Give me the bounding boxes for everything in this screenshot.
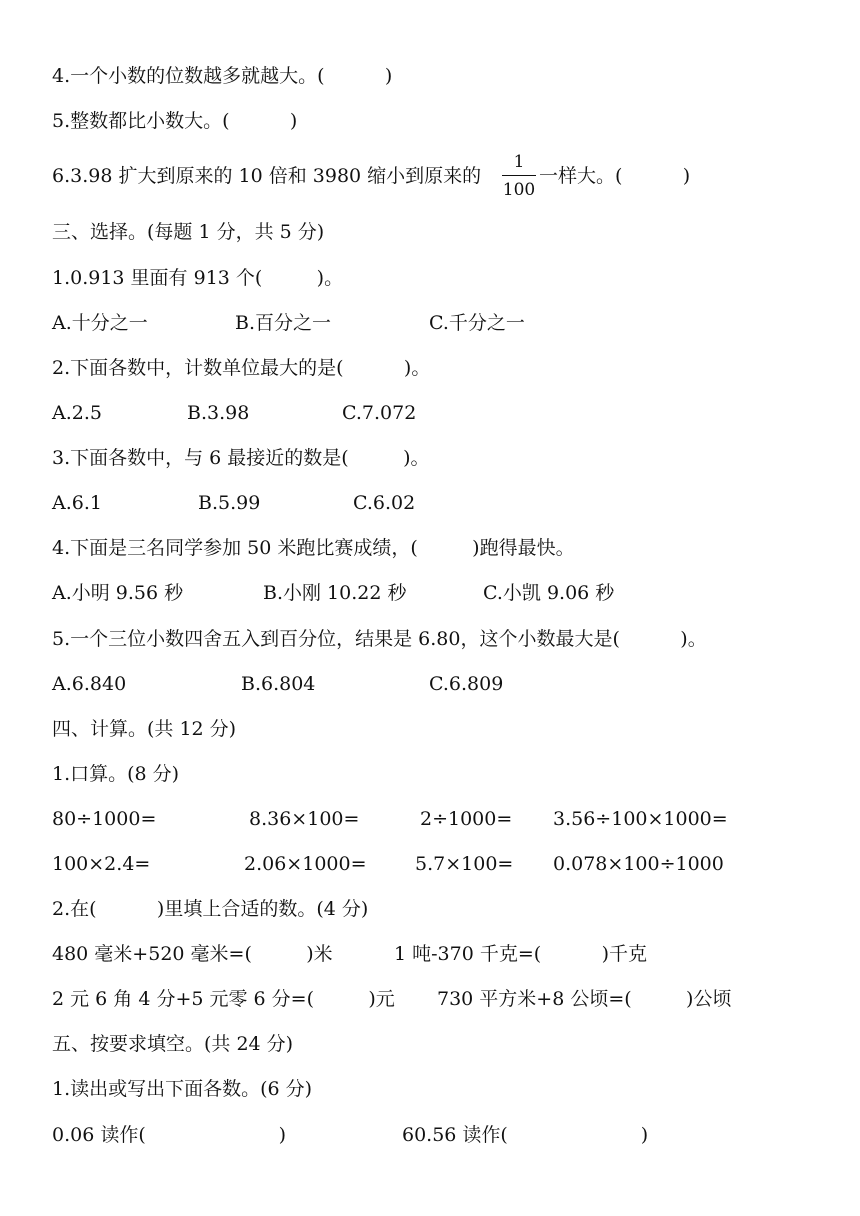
oral-calc-item: 8.36×100= xyxy=(249,808,360,830)
choice-4-option-b: B.小刚 10.22 秒 xyxy=(263,582,407,604)
oral-calc-item: 0.078×100÷1000 xyxy=(553,853,724,875)
choice-5-option-c: C.6.809 xyxy=(429,673,504,695)
choice-2-option-c: C.7.072 xyxy=(342,402,417,424)
oral-calc-item: 5.7×100= xyxy=(415,853,514,875)
judge-question-4: 4.一个小数的位数越多就越大。( ) xyxy=(52,65,393,87)
choice-4-option-a: A.小明 9.56 秒 xyxy=(52,582,184,604)
fraction-denominator: 100 xyxy=(502,180,536,200)
oral-calc-item: 80÷1000= xyxy=(52,808,157,830)
choice-4-option-c: C.小凯 9.06 秒 xyxy=(483,582,615,604)
oral-calc-item: 3.56÷100×1000= xyxy=(553,808,728,830)
choice-2-option-a: A.2.5 xyxy=(52,402,102,424)
choice-2-option-b: B.3.98 xyxy=(187,402,250,424)
choice-question-2: 2.下面各数中，计数单位最大的是( )。 xyxy=(52,357,431,379)
fill-blank-heading: 2.在( )里填上合适的数。(4 分) xyxy=(52,898,369,920)
choice-1-option-c: C.千分之一 xyxy=(429,312,525,334)
choice-question-4: 4.下面是三名同学参加 50 米跑比赛成绩，( )跑得最快。 xyxy=(52,537,575,559)
oral-calc-heading: 1.口算。(8 分) xyxy=(52,763,180,785)
choice-question-5: 5.一个三位小数四舍五入到百分位，结果是 6.80，这个小数最大是( )。 xyxy=(52,628,707,650)
section-5-title: 五、按要求填空。(共 24 分) xyxy=(52,1033,294,1055)
judge-question-6-before: 6.3.98 扩大到原来的 10 倍和 3980 缩小到原来的 xyxy=(52,165,482,187)
choice-3-option-a: A.6.1 xyxy=(52,492,102,514)
unit-conversion-item: 730 平方米+8 公顷=( )公顷 xyxy=(437,988,732,1010)
choice-1-option-a: A.十分之一 xyxy=(52,312,148,334)
unit-conversion-item: 480 毫米+520 毫米=( )米 xyxy=(52,943,333,965)
section-4-title: 四、计算。(共 12 分) xyxy=(52,718,237,740)
oral-calc-item: 2÷1000= xyxy=(420,808,513,830)
unit-conversion-item: 2 元 6 角 4 分+5 元零 6 分=( )元 xyxy=(52,988,395,1010)
oral-calc-item: 2.06×1000= xyxy=(244,853,367,875)
fraction-bar xyxy=(502,175,536,176)
read-number-item: 0.06 读作( ) xyxy=(52,1124,287,1146)
choice-question-1: 1.0.913 里面有 913 个( )。 xyxy=(52,267,344,289)
choice-5-option-a: A.6.840 xyxy=(52,673,127,695)
choice-1-option-b: B.百分之一 xyxy=(235,312,332,334)
judge-question-5: 5.整数都比小数大。( ) xyxy=(52,110,298,132)
fraction-numerator: 1 xyxy=(513,152,525,172)
judge-question-6-after: 一样大。( ) xyxy=(539,165,691,187)
section-3-title: 三、选择。(每题 1 分，共 5 分) xyxy=(52,221,325,243)
unit-conversion-item: 1 吨-370 千克=( )千克 xyxy=(394,943,647,965)
choice-3-option-b: B.5.99 xyxy=(198,492,261,514)
oral-calc-item: 100×2.4= xyxy=(52,853,151,875)
choice-question-3: 3.下面各数中，与 6 最接近的数是( )。 xyxy=(52,447,430,469)
read-write-heading: 1.读出或写出下面各数。(6 分) xyxy=(52,1078,313,1100)
choice-3-option-c: C.6.02 xyxy=(353,492,416,514)
choice-5-option-b: B.6.804 xyxy=(241,673,316,695)
read-number-item: 60.56 读作( ) xyxy=(402,1124,649,1146)
